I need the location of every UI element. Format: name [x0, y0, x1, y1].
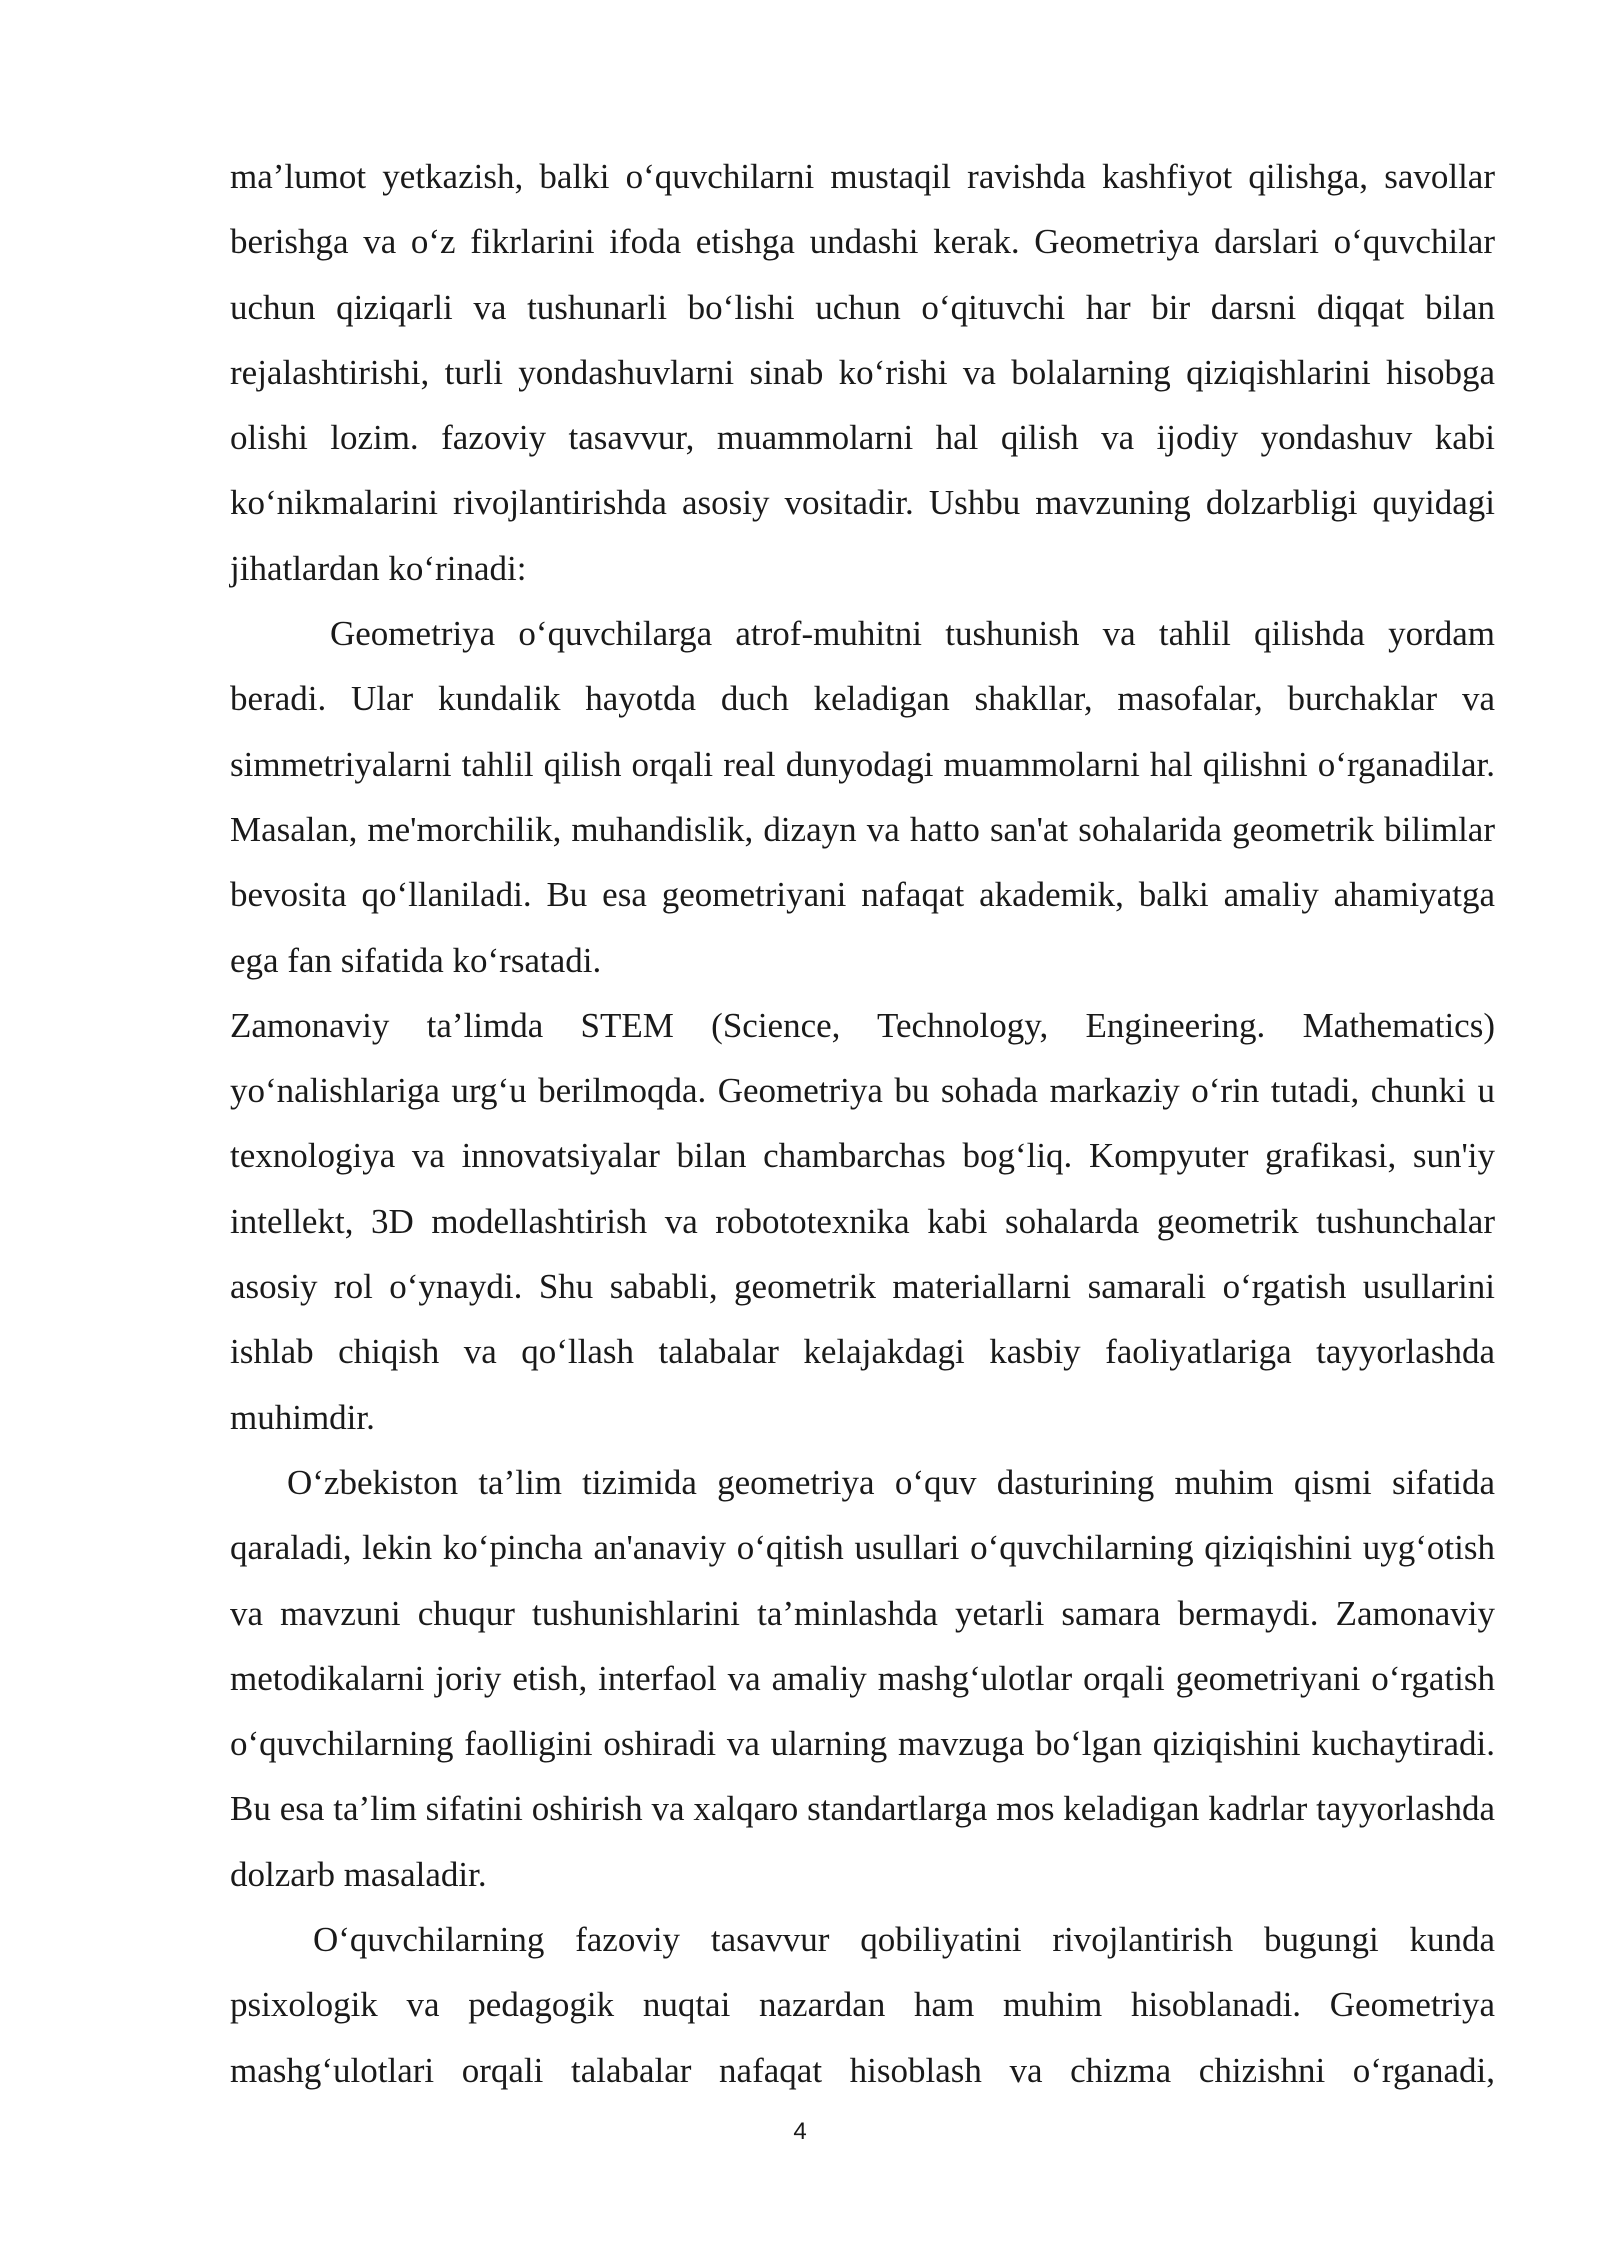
paragraph-4: O‘zbekiston ta’lim tizimida geometriya o‘quv dasturining muhim qismi sifatida qaraladi, lekin ko‘pincha an'anaviy o‘qitish usullari o‘quvchilarning qiziqishini uyg‘otish va mavzuni chuqur tushunishlarini ta’minlashda yetarli samara bermaydi. Zamonaviy metodikalarni joriy etish, interfaol va amaliy mashg‘ulotlar orqali geometriyani o‘rgatish o‘quvchilarning faolligini oshiradi va ularning mavzuga bo‘lgan qiziqishini kuchaytiradi. Bu esa ta’lim sifatini oshirish va xalqaro standartlarga mos keladigan kadrlar tayyorlashda dolzarb masaladir.: [230, 1462, 1495, 1894]
body-text: [230, 144, 1495, 2103]
page-number: 4: [793, 2118, 807, 2145]
paragraph-5: O‘quvchilarning fazoviy tasavvur qobiliyatini rivojlantirish bugungi kunda psixologik va pedagogik nuqtai nazardan ham muhim hisoblanadi. Geometriya mashg‘ulotlari orqali talabalar nafaqat hisoblash va chizma chizishni o‘rganadi,: [230, 1920, 1495, 2090]
paragraph-3: Zamonaviy ta’limda STEM (Science, Technology, Engineering. Mathematics) yo‘nalishlariga urg‘u berilmoqda. Geometriya bu sohada markaziy o‘rin tutadi, chunki u texnologiya va innovatsiyalar bilan chambarchas bog‘liq. Kompyuter grafikasi, sun'iy intellekt, 3D modellashtirish va robototexnika kabi sohalarda geometrik tushunchalar asosiy rol o‘ynaydi. Shu sababli, geometrik materiallarni samarali o‘rgatish usullarini ishlab chiqish va qo‘llash talabalar kelajakdagi kasbiy faoliyatlariga tayyorlashda muhimdir.: [230, 1005, 1495, 1437]
paragraph-2: Geometriya o‘quvchilarga atrof-muhitni tushunish va tahlil qilishda yordam beradi. Ular kundalik hayotda duch keladigan shakllar, masofalar, burchaklar va simmetriyalarni tahlil qilish orqali real dunyodagi muammolarni hal qilishni o‘rganadilar. Masalan, me'morchilik, muhandislik, dizayn va hatto san'at sohalarida geometrik bilimlar bevosita qo‘llaniladi. Bu esa geometriyani nafaqat akademik, balki amaliy ahamiyatga ega fan sifatida ko‘rsatadi.: [230, 614, 1495, 980]
paragraph-1: ma’lumot yetkazish, balki o‘quvchilarni mustaqil ravishda kashfiyot qilishga, savollar berishga va o‘z fikrlarini ifoda etishga undashi kerak. Geometriya darslari o‘quvchilar uchun qiziqarli va tushunarli bo‘lishi uchun o‘qituvchi har bir darsni diqqat bilan rejalashtirishi, turli yondashuvlarni sinab ko‘rishi va bolalarning qiziqishlarini hisobga olishi lozim. fazoviy tasavvur, muammolarni hal qilish va ijodiy yondashuv kabi ko‘nikmalarini rivojlantirishda asosiy vositadir. Ushbu mavzuning dolzarbligi quyidagi jihatlardan ko‘rinadi:: [230, 157, 1495, 588]
